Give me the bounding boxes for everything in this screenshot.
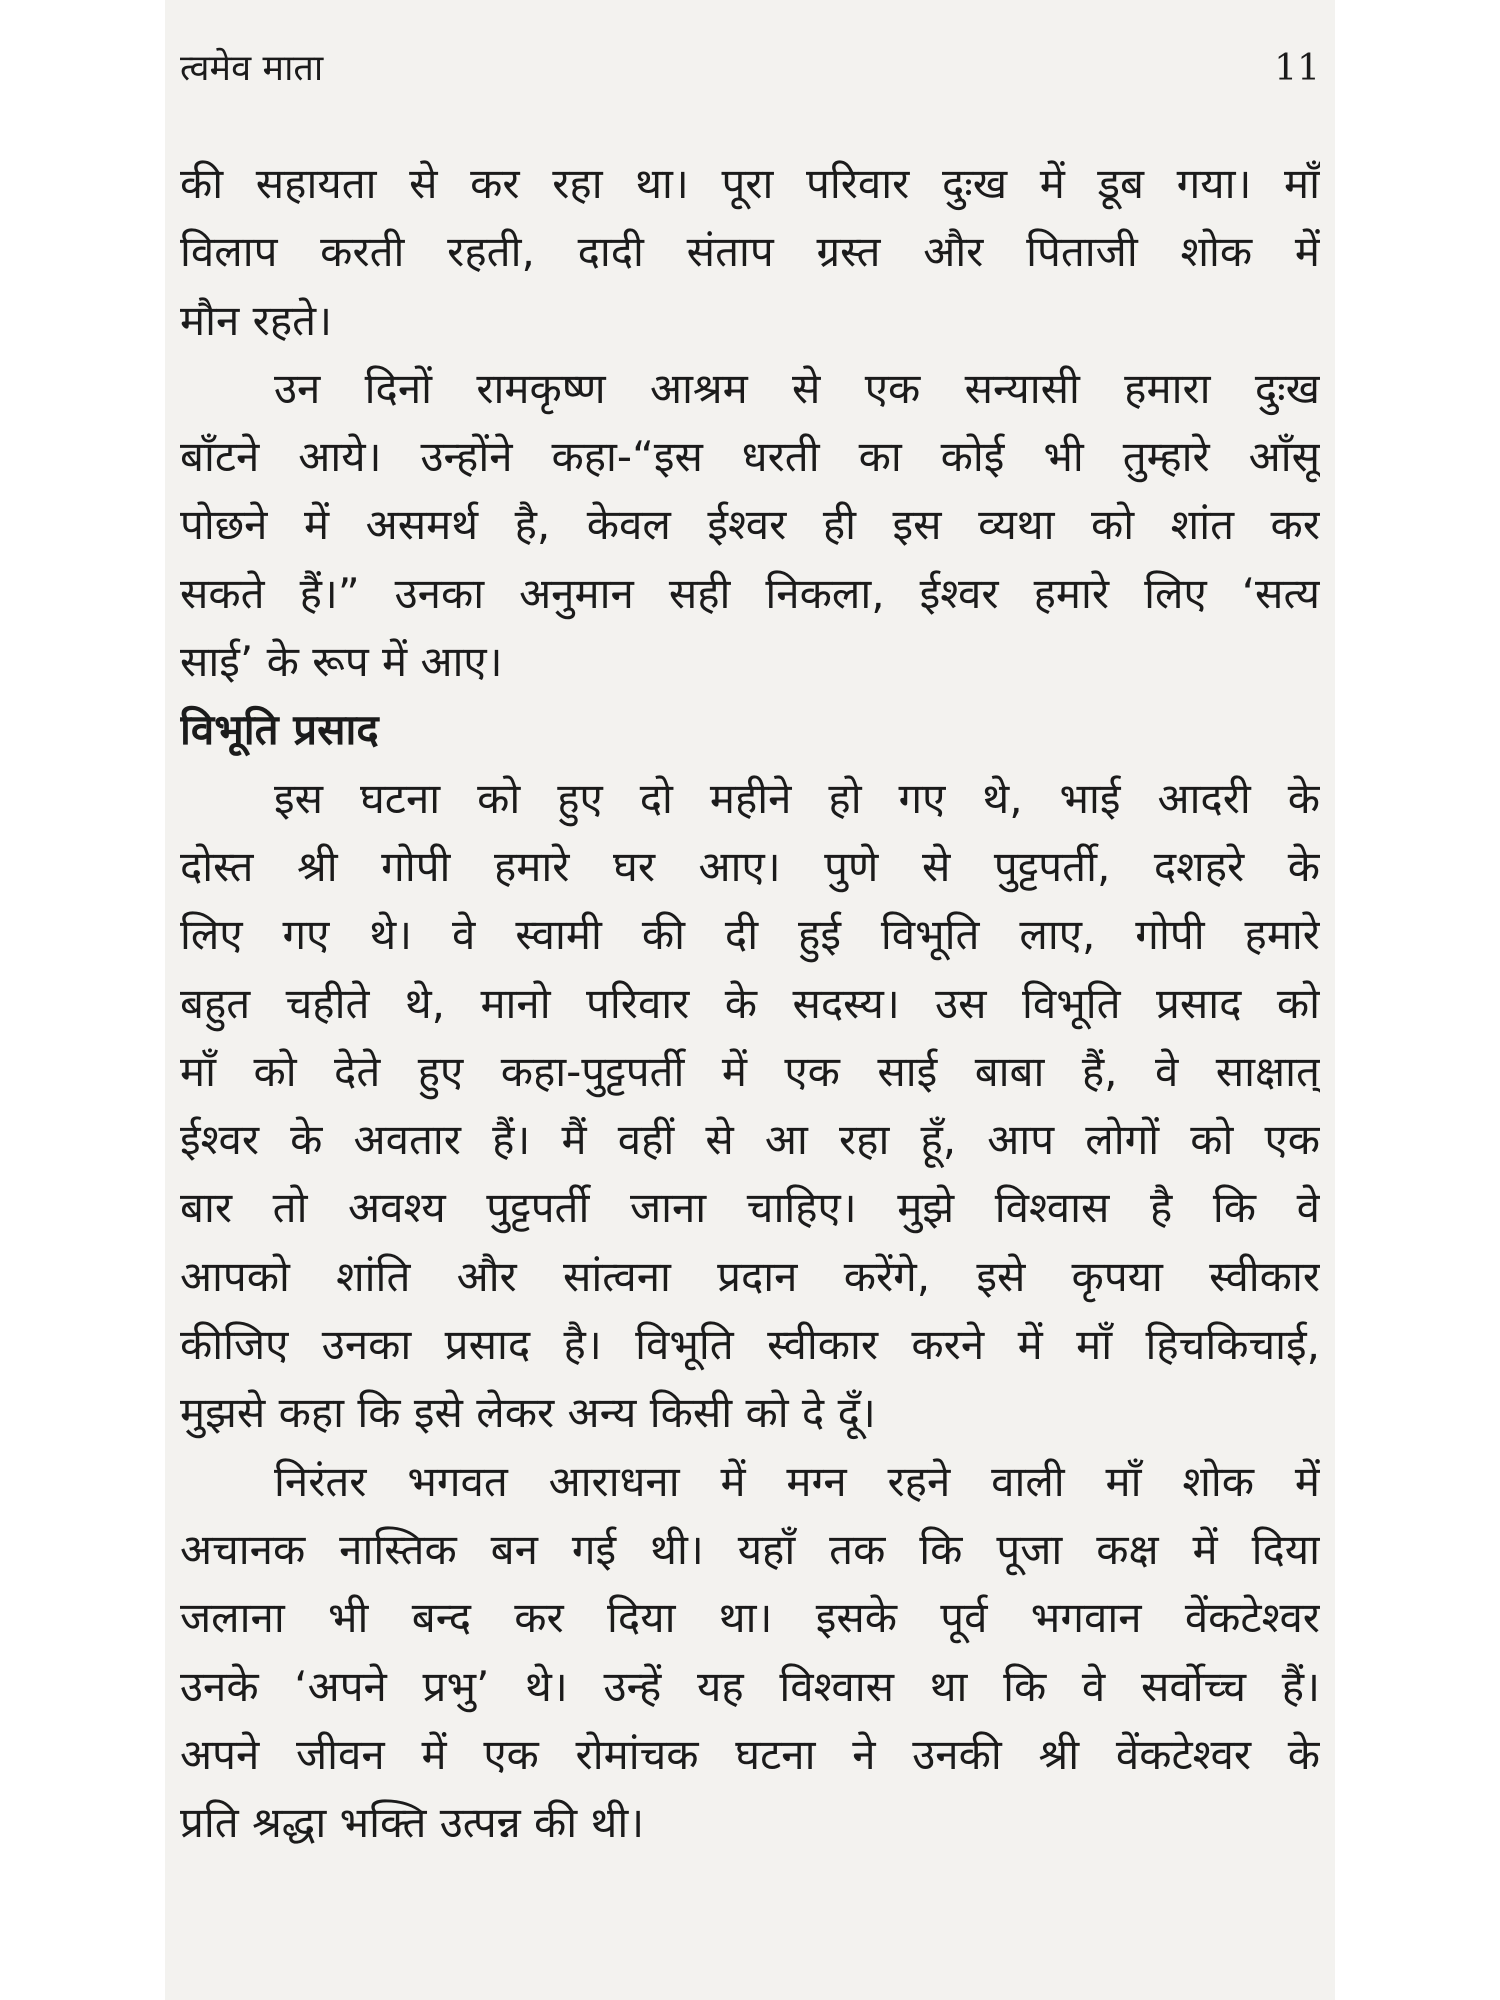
- section-heading: विभूति प्रसाद: [180, 705, 379, 755]
- text-line: विलाप करती रहती, दादी संताप ग्रस्त और पिताजी शोक में: [180, 227, 1320, 277]
- text-line: की सहायता से कर रहा था। पूरा परिवार दुःख में डूब गया। माँ: [180, 159, 1320, 208]
- text-line: मौन रहते।: [180, 295, 332, 345]
- text-line: जलाना भी बन्द कर दिया था। इसके पूर्व भगवान वेंकटेश्वर: [180, 1593, 1320, 1643]
- text-line: बाँटने आये। उन्होंने कहा-“इस धरती का कोई भी तुम्हारे आँसू: [180, 432, 1320, 482]
- text-line: प्रति श्रद्धा भक्ति उत्पन्न की थी।: [180, 1798, 645, 1848]
- book-page: [165, 0, 1335, 2000]
- text-line: ईश्वर के अवतार हैं। मैं वहीं से आ रहा हूँ, आप लोगों को एक: [180, 1115, 1320, 1165]
- text-line: कीजिए उनका प्रसाद है। विभूति स्वीकार करने में माँ हिचकिचाई,: [180, 1320, 1320, 1370]
- text-line: मुझसे कहा कि इसे लेकर अन्य किसी को दे दूँ।: [180, 1388, 876, 1438]
- text-line: साई’ के रूप में आए।: [180, 637, 503, 687]
- text-line: अपने जीवन में एक रोमांचक घटना ने उनकी श्री वेंकटेश्वर के: [180, 1729, 1320, 1779]
- text-line: सकते हैं।” उनका अनुमान सही निकला, ईश्वर हमारे लिए ‘सत्य: [180, 568, 1320, 618]
- text-line: बार तो अवश्य पुट्टपर्ती जाना चाहिए। मुझे विश्वास है कि वे: [180, 1183, 1320, 1233]
- page-number: 11: [1274, 48, 1320, 89]
- text-line: इस घटना को हुए दो महीने हो गए थे, भाई आदरी के: [274, 773, 1320, 823]
- running-title: त्वमेव माता: [180, 48, 324, 89]
- text-line: लिए गए थे। वे स्वामी की दी हुई विभूति लाए, गोपी हमारे: [180, 910, 1320, 960]
- text-line: दोस्त श्री गोपी हमारे घर आए। पुणे से पुट्टपर्ती, दशहरे के: [180, 841, 1320, 891]
- text-line: माँ को देते हुए कहा-पुट्टपर्ती में एक साई बाबा हैं, वे साक्षात्: [180, 1046, 1320, 1096]
- running-header: [180, 44, 1320, 94]
- text-line: उनके ‘अपने प्रभु’ थे। उन्हें यह विश्वास था कि वे सर्वोच्च हैं।: [180, 1661, 1320, 1711]
- text-line: आपको शांति और सांत्वना प्रदान करेंगे, इसे कृपया स्वीकार: [180, 1251, 1320, 1301]
- text-line: अचानक नास्तिक बन गई थी। यहाँ तक कि पूजा कक्ष में दिया: [180, 1524, 1320, 1574]
- text-line: उन दिनों रामकृष्ण आश्रम से एक सन्यासी हमारा दुःख: [274, 363, 1320, 413]
- body-text: [180, 150, 1320, 1857]
- text-line: पोछने में असमर्थ है, केवल ईश्वर ही इस व्यथा को शांत कर: [180, 500, 1320, 550]
- text-line: बहुत चहीते थे, मानो परिवार के सदस्य। उस विभूति प्रसाद को: [180, 978, 1320, 1028]
- text-line: निरंतर भगवत आराधना में मग्न रहने वाली माँ शोक में: [274, 1456, 1320, 1506]
